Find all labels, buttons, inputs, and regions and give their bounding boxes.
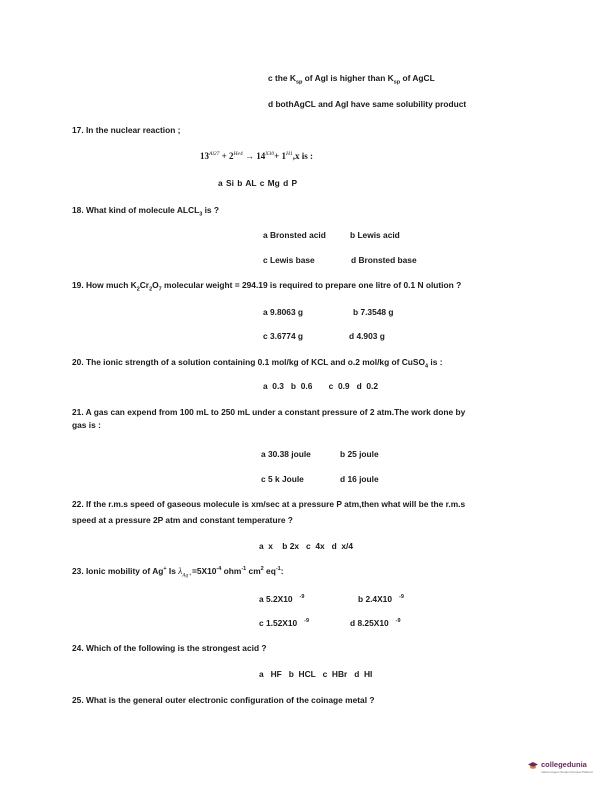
- q18-option-a: a Bronsted acid: [263, 230, 326, 240]
- q18-option-b: b Lewis acid: [350, 230, 400, 240]
- q20-question: 20. The ionic strength of a solution containing 0.1 mol/kg of KCL and o.2 mol/kg of CuSO$_4$ is :: [72, 357, 443, 370]
- q22-options: a x b 2x c 4x d x/4: [259, 541, 354, 551]
- q21-option-b: b 25 joule: [340, 449, 379, 459]
- q18-question: 18. What kind of molecule $ALCL_3$ is ?: [72, 205, 220, 218]
- q19-question: 19. How much $K_2Cr_2O_7$ molecular weight = 294.19 is required to prepare one litre of 0.1 N olution ?: [72, 280, 462, 293]
- q23-option-d: d 8.25X10 $^{-9}$: [350, 618, 401, 628]
- q22-question-line2: speed at a pressure 2P atm and constant temperature ?: [72, 515, 293, 525]
- q18-option-c: c Lewis base: [263, 255, 315, 265]
- q21-option-d: d 16 joule: [340, 474, 379, 484]
- q23-question: 23. Ionic mobility of Ag+ Is $\lambda_{Ag+}=5X10^{-4}$ ohm$^{-1}$ $cm^2$ $eq^{-1}$:: [72, 566, 284, 579]
- q22-question-line1: 22. If the r.m.s speed of gaseous molecule is xm/sec at a pressure P atm,then what will be the r.m.s: [72, 499, 466, 509]
- q21-option-c: c 5 k Joule: [261, 474, 304, 484]
- q17-options: a Si b AL c Mg d P: [218, 178, 298, 188]
- q23-option-c: c 1.52X10 $^{-9}$: [259, 618, 310, 628]
- collegedunia-logo: [528, 758, 608, 782]
- q25-question: 25. What is the general outer electronic configuration of the coinage metal ?: [72, 695, 375, 705]
- graduation-cap-icon: [528, 761, 538, 771]
- q17-question: 17. In the nuclear reaction ;: [72, 125, 181, 135]
- logo-tagline: India's largest Student Review Platform: [541, 770, 594, 774]
- q21-option-a: a 30.38 joule: [261, 449, 311, 459]
- q16-option-d: d bothAgCL and AgI have same solubility product: [268, 99, 467, 109]
- q24-question: 24. Which of the following is the strongest acid ?: [72, 643, 267, 653]
- q19-option-b: b 7.3548 g: [353, 307, 394, 317]
- q16-option-c: c the $K_{sp}$ of AgI is higher than $K_{sp}$ of AgCL: [268, 73, 435, 86]
- q21-question-line1: 21. A gas can expend from 100 mL to 250 mL under a constant pressure of 2 atm.The work done by: [72, 407, 466, 417]
- q17-equation: $13^{Al27} + 2^{He4} \to 14^{X30}+ 1^{H1},x$ is :: [200, 151, 313, 161]
- q18-option-d: d Bronsted base: [351, 255, 417, 265]
- q21-question-line2: gas is :: [72, 420, 101, 430]
- q23-option-b: b 2.4X10 $^{-9}$: [358, 594, 404, 604]
- q24-options: a HF b HCL c HBr d HI: [259, 669, 373, 679]
- q23-option-a: a 5.2X10 $^{-9}$: [259, 594, 305, 604]
- q20-options: a 0.3 b 0.6 c 0.9 d 0.2: [263, 381, 378, 391]
- q19-option-c: c 3.6774 g: [263, 331, 304, 341]
- q19-option-d: d 4.903 g: [349, 331, 385, 341]
- logo-name: collegedunia: [541, 760, 587, 769]
- q19-option-a: a 9.8063 g: [263, 307, 304, 317]
